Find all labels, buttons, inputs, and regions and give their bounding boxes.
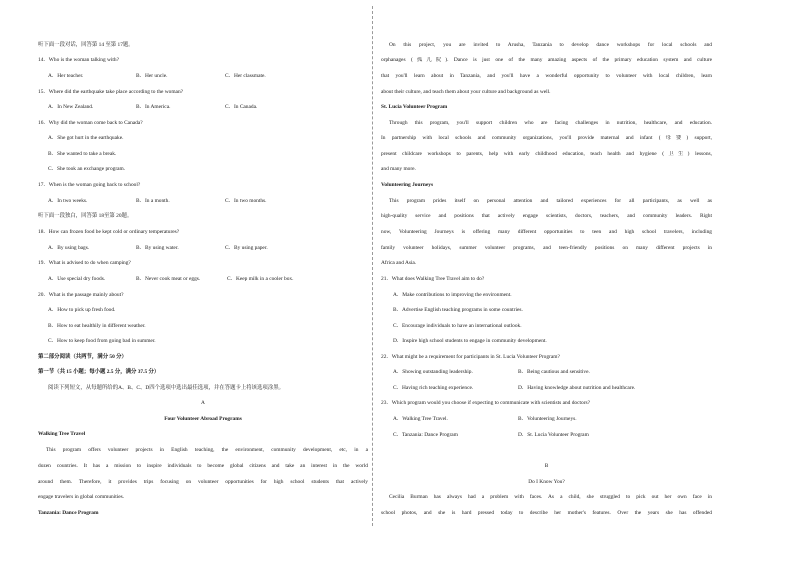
journeys-line-2: high-quality service and positions that actively engage scientists, doctors, teachers, and community leaders. Right xyxy=(381,213,712,219)
heading-volunteering-journeys: Volunteering Journeys xyxy=(381,182,434,188)
journeys-line-1: This program prides itself on personal attention and tailored experiences for all participants, as well as xyxy=(389,198,712,204)
question-18: 18．How can frozen food be kept cold or ordinary temperatures? xyxy=(38,229,180,235)
listening-instruction-2: 听下面一段独白，回答第 18至第 20题。 xyxy=(38,213,133,219)
question-15: 15．Where did the earthquake take place according to the woman? xyxy=(38,89,184,95)
question-17: 17．When is the woman going back to school? xyxy=(38,182,141,188)
q14-option-c: C．Her classmate. xyxy=(225,73,266,79)
q19-option-c: C．Keep milk in a cooler box. xyxy=(227,276,294,282)
question-22: 22．What might be a requirement for participants in St. Lucia Volunteer Program? xyxy=(381,354,560,360)
q14-option-b: B．Her uncle. xyxy=(136,73,168,79)
q18-option-a: A．By using bags. xyxy=(48,245,90,251)
passage-b-line-1: Cecilia Burman has always had a problem with faces. As a child, she struggled to pick out her own face in xyxy=(389,494,712,500)
section-1-instruction: 阅读下列短文，从每题所给的A、B、C、D四个选项中选出最佳选项，并在答题卡上将该选项涂黑。 xyxy=(48,385,284,391)
q21-option-a: A．Make contributions to improving the environment. xyxy=(393,292,512,298)
question-20: 20．What is the passage mainly about? xyxy=(38,292,124,298)
st-lucia-line-4: and many more. xyxy=(381,166,416,172)
heading-st-lucia: St. Lucia Volunteer Program xyxy=(381,104,448,110)
passage-b-title: Do I Know You? xyxy=(528,479,565,485)
q16-option-b: B．She wanted to take a break. xyxy=(48,151,117,157)
passage-b-letter: B xyxy=(544,463,549,469)
passage-a-title: Four Volunteer Abroad Programs xyxy=(164,416,242,422)
q20-option-b: B．How to eat healthily in different weather. xyxy=(48,323,146,329)
journeys-line-5: Africa and Asia. xyxy=(381,260,417,266)
question-21: 21．What does Walking Tree Travel aim to do? xyxy=(381,276,485,282)
tanzania-line-4: about their culture, and teach them about your culture and background as well. xyxy=(381,89,551,95)
journeys-line-3: now, Volunteering Journeys is offering many different opportunities to teen and high school travelers, including xyxy=(381,229,712,235)
column-divider xyxy=(372,6,373,526)
q22-option-b: B．Being cautious and sensitive. xyxy=(518,369,590,375)
walking-tree-line-1: This program offers volunteer projects in English teaching, the environment, community development, etc, in a xyxy=(46,447,368,453)
tanzania-line-1: On this project, you are invited to Arusha, Tanzania to develop dance workshops for local schools and xyxy=(389,42,712,48)
q21-option-d: D．Inspire high school students to engage in community development. xyxy=(393,338,547,344)
q20-option-c: C．How to keep food from going bad in summer. xyxy=(48,338,156,344)
q22-option-c: C．Having rich teaching experience. xyxy=(393,385,474,391)
q23-option-c: C．Tanzania: Dance Program xyxy=(393,432,458,438)
q22-option-a: A．Showing outstanding leadership. xyxy=(393,369,473,375)
listening-instruction-1: 听下面一段对话，回答第 14 至第 17题。 xyxy=(38,42,134,48)
section-1-heading: 第一节（共 15 小题；每小题 2.5 分，满分 37.5 分） xyxy=(38,369,160,375)
q19-option-a: A．Use special dry foods. xyxy=(48,276,106,282)
heading-walking-tree-travel: Walking Tree Travel xyxy=(38,431,86,437)
question-19: 19．What is advised to do when camping? xyxy=(38,260,131,266)
q23-option-b: B．Volunteering Journeys. xyxy=(518,416,577,422)
q19-option-b: B．Never cook meat or eggs. xyxy=(136,276,201,282)
part-2-heading: 第二部分阅读（共两节，满分 50 分） xyxy=(38,354,127,360)
st-lucia-line-2: In partnership with local schools and community organizations, you'll provide maternal and infant (母婴) support, xyxy=(381,135,712,141)
q16-option-c: C．She took an exchange program. xyxy=(48,166,126,172)
q18-option-c: C．By using paper. xyxy=(225,245,268,251)
q15-option-a: A．In New Zealand. xyxy=(48,104,94,110)
q21-option-c: C．Encourage individuals to have an international outlook. xyxy=(393,323,522,329)
walking-tree-line-3: around them. Therefore, it provides trips focusing on volunteer opportunities for high school students that actively xyxy=(38,479,368,485)
q17-option-b: B．In a month. xyxy=(136,198,170,204)
heading-tanzania-dance: Tanzania: Dance Program xyxy=(38,510,99,516)
q16-option-a: A．She got hurt in the earthquake. xyxy=(48,135,124,141)
st-lucia-line-3: present childcare workshops to parents, help with early childhood education, teach health and hygiene (卫生) lessons, xyxy=(381,151,712,157)
passage-a-letter: A xyxy=(201,400,205,406)
q17-option-a: A．In two weeks. xyxy=(48,198,88,204)
q17-option-c: C．In two months. xyxy=(225,198,267,204)
tanzania-line-3: that you'll learn about in Tanzania, and you'll have a wonderful opportunity to volunteer with local children, learn xyxy=(381,73,712,79)
q21-option-b: B．Advertise English teaching programs in some countries. xyxy=(393,307,523,313)
q20-option-a: A．How to pick up fresh food. xyxy=(48,307,116,313)
q23-option-a: A．Walking Tree Travel. xyxy=(393,416,448,422)
question-16: 16．Why did the woman come back to Canada? xyxy=(38,120,143,126)
tanzania-line-2: orphanages (孤儿院). Dance is just one of the many amazing aspects of the primary education system and culture xyxy=(381,57,712,63)
q15-option-c: C．In Canada. xyxy=(225,104,258,110)
q23-option-d: D．St. Lucia Volunteer Program xyxy=(518,432,589,438)
passage-b-line-2: school photos, and she is hard pressed today to describe her mother's features. Over the years she has offended xyxy=(381,510,712,516)
journeys-line-4: family volunteer holidays, summer volunteer programs, and teen-friendly positions on many different projects in xyxy=(381,245,712,251)
q15-option-b: B．In America. xyxy=(136,104,171,110)
q14-option-a: A．Her teacher. xyxy=(48,73,84,79)
q18-option-b: B．By using water. xyxy=(136,245,179,251)
walking-tree-line-2: dozen countries. It has a mission to inspire individuals to become global citizens and take an interest in the world xyxy=(38,463,368,469)
question-14: 14．Who is the woman talking with? xyxy=(38,57,119,63)
st-lucia-line-1: Through this program, you'll support children who are facing challenges in nutrition, healthcare, and education. xyxy=(389,120,712,126)
question-23: 23．Which program would you choose if expecting to communicate with scientists and doctors? xyxy=(381,400,590,406)
walking-tree-line-4: engage travelers in global communities. xyxy=(38,494,125,500)
q22-option-d: D．Having knowledge about nutrition and healthcare. xyxy=(518,385,636,391)
